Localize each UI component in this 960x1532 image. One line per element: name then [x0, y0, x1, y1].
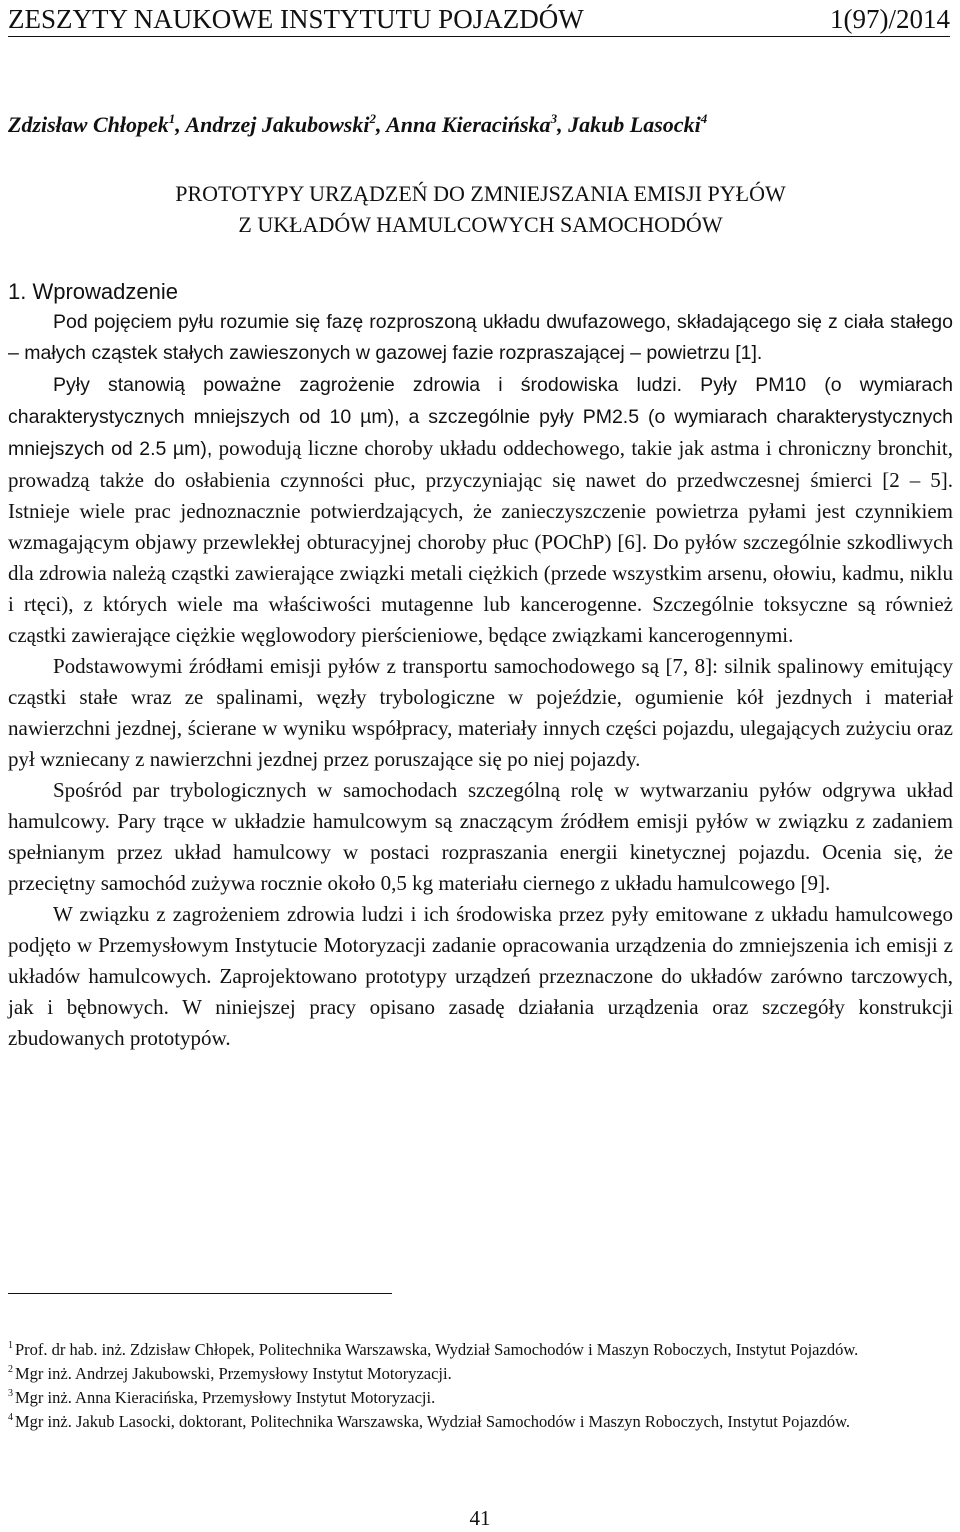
- author-name: Andrzej Jakubowski: [185, 112, 370, 137]
- footnote-text: Mgr inż. Anna Kieracińska, Przemysłowy Instytut Motoryzacji.: [15, 1388, 436, 1407]
- footnote-number: 1: [8, 1340, 13, 1351]
- footnote: [8, 1410, 953, 1434]
- paragraph-part: Pyły stanowią poważne zagrożenie zdrowia i środowiska ludzi. Pyły PM10 (o wymiarach charakterystycznych mniejszych od 10 µm), a szczególnie pyły PM2.5 (o wymiarach charakterystycznych mniejszych od 2.5 µm),: [8, 374, 953, 460]
- footnote: [8, 1362, 953, 1386]
- author-name: Zdzisław Chłopek: [8, 112, 169, 137]
- footnote-divider: [8, 1293, 392, 1294]
- page-number: 41: [469, 1506, 491, 1530]
- footnote-text: Prof. dr hab. inż. Zdzisław Chłopek, Politechnika Warszawska, Wydział Samochodów i Maszyn Roboczych, Instytut Pojazdów.: [15, 1340, 859, 1359]
- section-body: [8, 307, 953, 1054]
- paragraph: Podstawowymi źródłami emisji pyłów z transportu samochodowego są [7, 8]: silnik spalinowy emitujący cząstki stałe wraz ze spalinami, węzły trybologiczne w pojeździe, ogumienie kół jezdnych i materiał nawierzchni jezdnej, ścierane w wyniku współpracy, materiały innych części pojazdu, ulegających zużyciu oraz pył wzniecany z nawierzchni jezdnej przez poruszające się po niej pojazdy.: [8, 654, 953, 771]
- paragraph-part: powodują liczne choroby układu oddechowego, takie jak astma i chroniczny bronchit, prowadzą także do osłabienia czynności płuc, przyczyniając się nawet do przedwczesnej śmierci [2 – 5]. Istnieje wiele prac jednoznacznie potwierdzających, że zanieczyszczenie powietrza pyłami jest czynnikiem wzmagającym objawy przewlekłej obturacyjnej choroby płuc (POChP) [6]. Do pyłów szczególnie szkodliwych dla zdrowia należą cząstki zawierające związki metali ciężkich (przede wszystkim arsenu, ołowiu, kadmu, niklu i rtęci), z których wiele ma właściwości mutagenne lub kancerogenne. Szczególnie toksyczne są również cząstki zawierające ciężkie węglowodory pierścieniowe, będące związkami kancerogennymi.: [8, 436, 953, 647]
- running-header: [8, 2, 950, 37]
- author-name: Jakub Lasocki: [568, 112, 701, 137]
- footnote-text: Mgr inż. Jakub Lasocki, doktorant, Politechnika Warszawska, Wydział Samochodów i Maszyn Roboczych, Instytut Pojazdów.: [15, 1412, 851, 1431]
- paragraph: Pod pojęciem pyłu rozumie się fazę rozproszoną układu dwufazowego, składającego się z ciała stałego – małych cząstek stałych zawieszonych w gazowej fazie rozpraszającej – powietrzu [1].: [8, 311, 953, 364]
- footnote: [8, 1338, 953, 1362]
- author-footnote-ref: 4: [700, 111, 708, 126]
- author-footnote-ref: 2: [369, 111, 376, 126]
- title-line: PROTOTYPY URZĄDZEŃ DO ZMNIEJSZANIA EMISJI PYŁÓW: [175, 181, 786, 206]
- paragraph: [8, 369, 953, 651]
- footnote: [8, 1386, 953, 1410]
- footnote-number: 4: [8, 1412, 13, 1423]
- journal-issue: 1(97)/2014: [830, 4, 950, 34]
- paragraph: W związku z zagrożeniem zdrowia ludzi i ich środowiska przez pyły emitowane z układu hamulcowego podjęto w Przemysłowym Instytucie Motoryzacji zadanie opracowania urządzenia do zmniejszenia ich emisji z układów hamulcowych. Zaprojektowano prototypy urządzeń przeznaczone do układów zarówno tarczowych, jak i bębnowych. W niniejszej pracy opisano zasadę działania urządzenia oraz szczegóły konstrukcji zbudowanych prototypów.: [8, 902, 953, 1050]
- paragraph: Spośród par trybologicznych w samochodach szczególną rolę w wytwarzaniu pyłów odgrywa układ hamulcowy. Pary trące w układzie hamulcowym są znaczącym źródłem emisji pyłów w związku z zadaniem spełnianym przez układ hamulcowy w postaci rozpraszania energii kinetycznej pojazdu. Ocenia się, że przeciętny samochód zużywa rocznie około 0,5 kg materiału ciernego z układu hamulcowego [9].: [8, 778, 953, 895]
- journal-name: ZESZYTY NAUKOWE INSTYTUTU POJAZDÓW: [8, 4, 584, 34]
- author-footnote-ref: 1: [168, 111, 176, 126]
- title-line: Z UKŁADÓW HAMULCOWYCH SAMOCHODÓW: [238, 212, 723, 237]
- author-footnote-ref: 3: [550, 111, 558, 126]
- author-name: Anna Kieracińska: [386, 112, 551, 137]
- paper-title: [8, 178, 953, 240]
- section-heading: 1. Wprowadzenie: [8, 279, 178, 304]
- author-line: Zdzisław Chłopek$^1$, Andrzej Jakubowski$^2$, Anna Kieracińska$^3$, Jakub Lasocki$^4$: [8, 111, 708, 137]
- footnote-text: Mgr inż. Andrzej Jakubowski, Przemysłowy Instytut Motoryzacji.: [15, 1364, 452, 1383]
- footnote-number: 3: [8, 1388, 13, 1399]
- footnote-number: 2: [8, 1364, 13, 1375]
- footnotes: [8, 1338, 953, 1434]
